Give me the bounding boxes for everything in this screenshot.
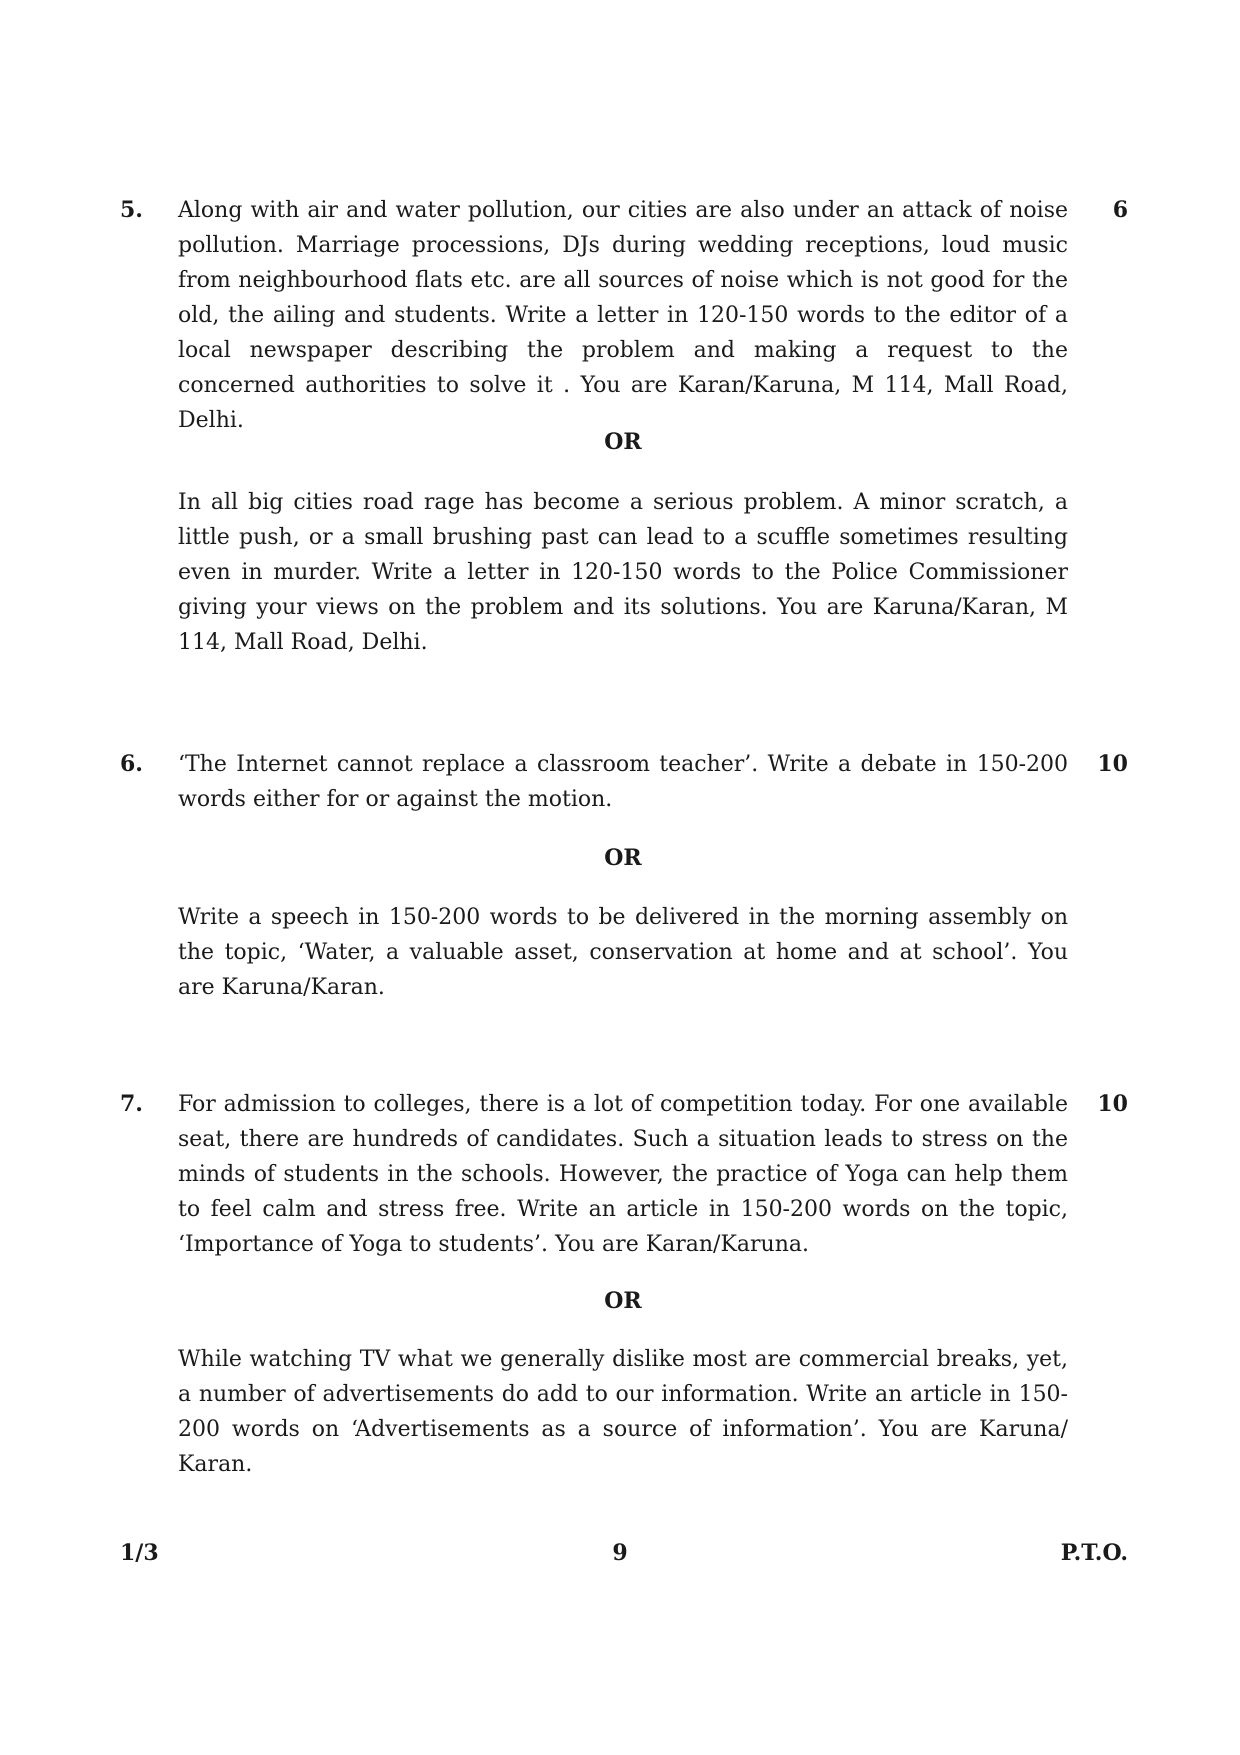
question-text: Along with air and water pollution, our cities are also under an attack of noise pollution. Marriage processions, DJs during wedding receptions, loud music from neighbourhood flats etc. are all sources of noise which is not good for the old, the ailing and students. Write a letter in 120-150 words to the editor of a local newspaper describing the problem and making a request to the concerned authorities to solve it . You are Karan/Karuna, M 114, Mall Road, Delhi. — [178, 198, 1068, 433]
question-marks: 10 — [1097, 1091, 1128, 1117]
question-marks: 10 — [1097, 751, 1128, 777]
question-text: For admission to colleges, there is a lot of competition today. For one available seat, there are hundreds of candidates. Such a situation leads to stress on the minds of students in the schools. However, the practice of Yoga can help them to feel calm and stress free. Write an article in 150-200 words on the topic, ‘Importance of Yoga to students’. You are Karan/Karuna. — [178, 1092, 1068, 1257]
or-separator: OR — [604, 429, 642, 455]
or-separator: OR — [604, 845, 642, 871]
alternative-question-text: Write a speech in 150-200 words to be delivered in the morning assembly on the topic, ‘Water, a valuable asset, conservation at home and at school’. You are Karuna/Karan. — [178, 905, 1068, 1000]
question-number: 5. — [120, 197, 143, 223]
question-text: ‘The Internet cannot replace a classroom teacher’. Write a debate in 150-200 words either for or against the motion. — [178, 752, 1068, 812]
footer-pto: P.T.O. — [1060, 1540, 1128, 1566]
question-number: 7. — [120, 1091, 143, 1117]
footer-code: 1/3 — [120, 1540, 159, 1566]
or-separator: OR — [604, 1288, 642, 1314]
alternative-question-text: While watching TV what we generally dislike most are commercial breaks, yet, a number of advertisements do add to our information. Write an article in 150-200 words on ‘Advertisements as a source of information’. You are Karuna/ Karan. — [178, 1347, 1068, 1477]
question-number: 6. — [120, 751, 143, 777]
alternative-question-text: In all big cities road rage has become a serious problem. A minor scratch, a little push, or a small brushing past can lead to a scuffle sometimes resulting even in murder. Write a letter in 120-150 words to the Police Commissioner giving your views on the problem and its solutions. You are Karuna/Karan, M 114, Mall Road, Delhi. — [178, 490, 1068, 655]
footer-page-number: 9 — [612, 1540, 628, 1566]
question-marks: 6 — [1112, 197, 1128, 223]
